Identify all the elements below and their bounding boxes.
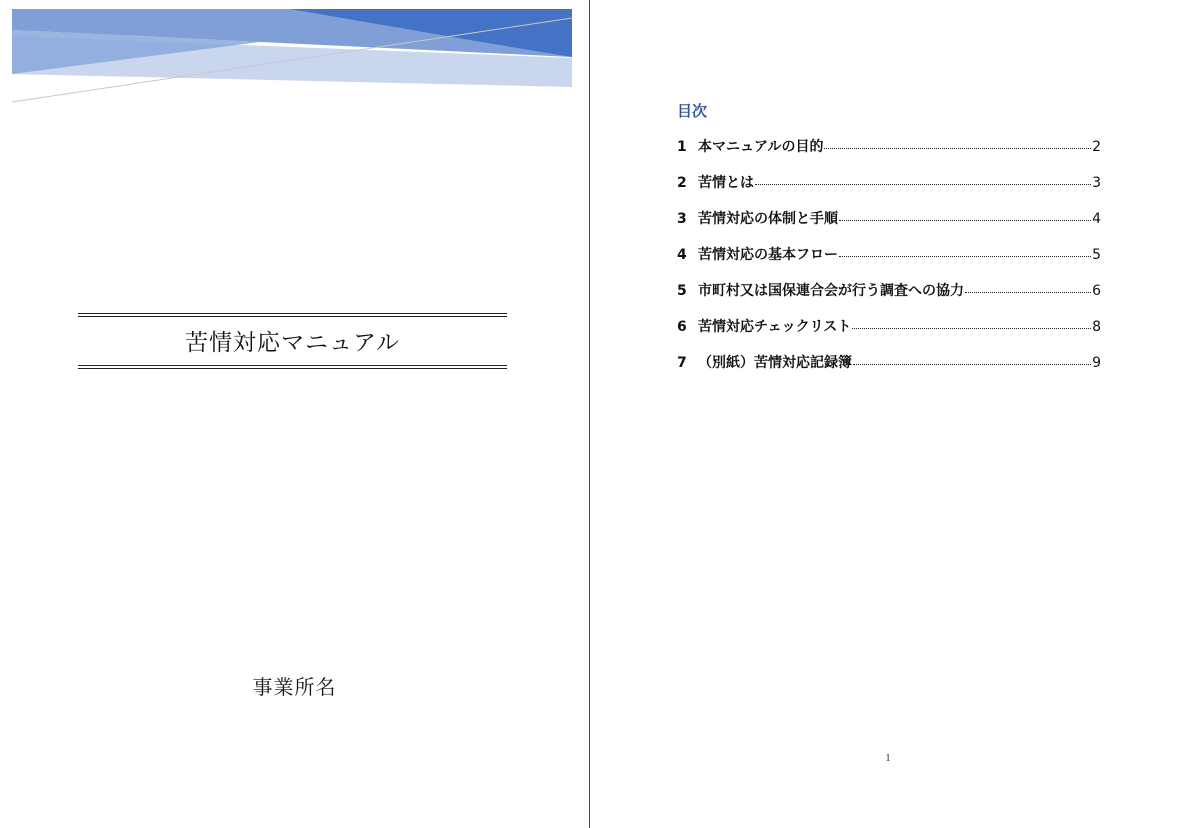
toc-entry-page: 2: [1092, 139, 1101, 155]
cover-title: 苦情対応マニュアル: [184, 330, 401, 356]
toc-entry[interactable]: [677, 172, 1101, 208]
cover-banner-graphic: [0, 0, 589, 110]
page-divider: [589, 0, 590, 828]
toc-entry-page: 4: [1092, 211, 1101, 227]
toc-entry[interactable]: [677, 244, 1101, 280]
toc-dot-leader: [824, 147, 1091, 149]
toc-heading: 目次: [677, 102, 708, 120]
toc-entry-page: 9: [1092, 355, 1101, 371]
toc-entry-page: 3: [1092, 175, 1101, 191]
toc-entry[interactable]: [677, 208, 1101, 244]
toc-entry-title: 苦情対応の基本フロー: [698, 247, 838, 263]
cover-title-block: [78, 313, 507, 369]
toc-entry-number: 7: [677, 355, 687, 371]
toc-entry-page: 6: [1092, 283, 1101, 299]
toc-list: [677, 136, 1101, 388]
toc-dot-leader: [852, 327, 1091, 329]
title-rule-top: [78, 313, 507, 317]
toc-entry[interactable]: [677, 352, 1101, 388]
toc-entry[interactable]: [677, 316, 1101, 352]
office-name: 事業所名: [252, 675, 337, 699]
toc-entry-page: 8: [1092, 319, 1101, 335]
toc-dot-leader: [965, 291, 1091, 293]
toc-entry-number: 4: [677, 247, 687, 263]
toc-entry-title: 市町村又は国保連合会が行う調査への協力: [698, 283, 964, 299]
toc-dot-leader: [755, 183, 1091, 185]
toc-entry-title: 本マニュアルの目的: [698, 139, 824, 155]
toc-entry-title: （別紙）苦情対応記録簿: [698, 355, 852, 371]
toc-entry-title: 苦情対応の体制と手順: [698, 211, 838, 227]
toc-entry-number: 5: [677, 283, 687, 299]
toc-entry-title: 苦情とは: [698, 175, 754, 191]
page-number: 1: [885, 752, 891, 764]
toc-dot-leader: [839, 255, 1091, 257]
cover-page: [0, 0, 589, 828]
toc-entry[interactable]: [677, 136, 1101, 172]
toc-entry-number: 3: [677, 211, 687, 227]
title-rule-bottom: [78, 365, 507, 369]
toc-entry-number: 6: [677, 319, 687, 335]
toc-entry-number: 2: [677, 175, 687, 191]
toc-dot-leader: [853, 363, 1091, 365]
toc-entry-number: 1: [677, 139, 687, 155]
toc-entry[interactable]: [677, 280, 1101, 316]
toc-entry-page: 5: [1092, 247, 1101, 263]
toc-page: [591, 0, 1180, 828]
toc-dot-leader: [839, 219, 1091, 221]
toc-entry-title: 苦情対応チェックリスト: [698, 319, 852, 335]
